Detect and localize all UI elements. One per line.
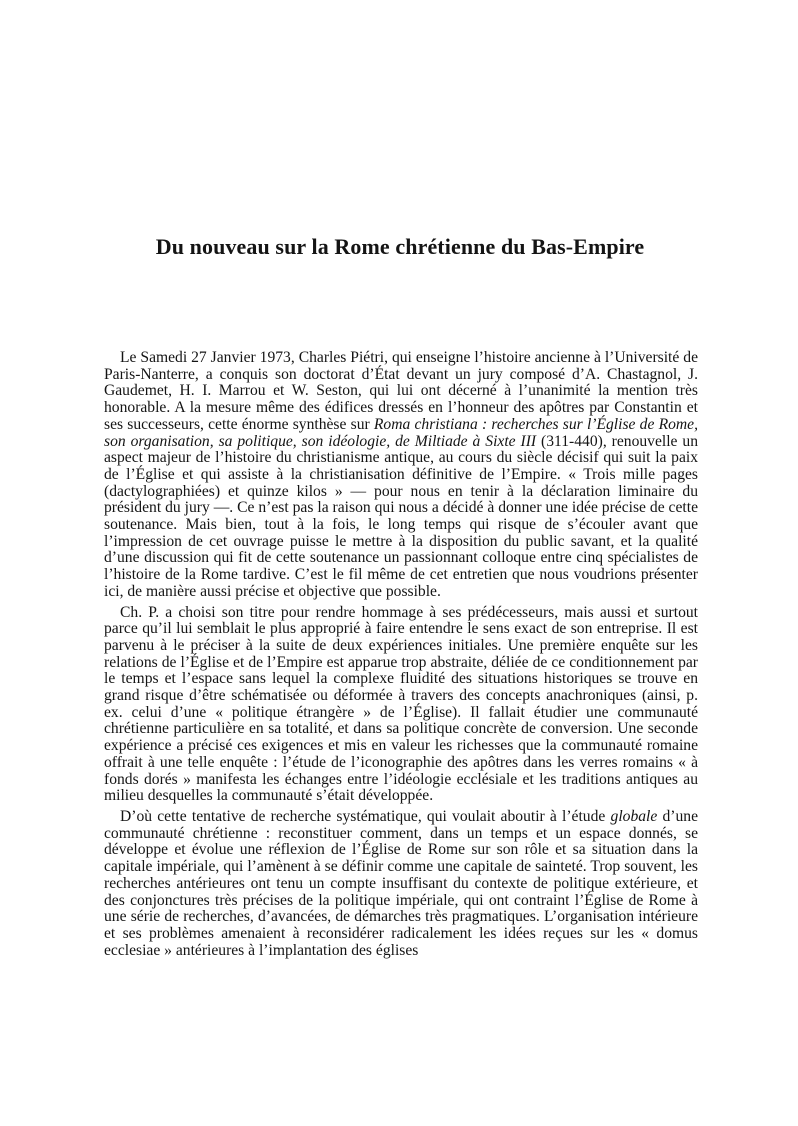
text-run: D’où cette tentative de recherche systématique, qui voulait aboutir à l’étude xyxy=(120,807,611,825)
text-run: Le Samedi 27 Janvier 1973, Charles Piétri, qui enseigne l’histoire ancienne à l’Université de Paris-Nanterre, a conquis son doctorat d’État devant un jury composé d’A. Chastagnol, J. Gaudemet, H. I. Marrou et W. Seston, qui lui ont décerné à l’unanimité la mention très honorable. A la mesure même des édifices dressés en l’honneur des apôtres par Constantin et ses successeurs, cette énorme synthèse sur xyxy=(104,349,698,433)
text-run: (311-440), renouvelle un aspect majeur de l’histoire du christianisme antique, au cours du siècle décisif qui suit la paix de l’Église et qui assiste à la christianisation définitive de l’Empire. « Trois mille pages (dactylographiées) et quinze kilos » — pour nous en tenir à la déclaration liminaire du président du jury —. Ce n’est pas la raison qui nous a décidé à donner une idée précise de cette soutenance. Mais bien, tout à la fois, le long temps qui risque de s’écouler avant que l’impression de cet ouvrage puisse le mettre à la disposition du public savant, et la qualité d’une discussion qui fit de cette soutenance un passionnant colloque entre cinq spécialistes de l’histoire de la Rome tardive. C’est le fil même de cet entretien que nous voudrions présenter ici, de manière aussi précise et objective que possible. xyxy=(104,432,699,600)
paragraph xyxy=(104,809,698,959)
italic-text-run: globale xyxy=(610,807,658,825)
text-run: d’une communauté chrétienne : reconstituer comment, dans un temps et un espace donnés, se développe et évolue une réflexion de l’Église de Rome sur son rôle et sa situation dans la capitale impériale, qui l’amènent à se définir comme une capitale de sainteté. Trop souvent, les recherches antérieures ont tenu un compte insuffisant du contexte de politique extérieure, et des conjonctures très précises de la politique impériale, qui ont contraint l’Église de Rome à une série de recherches, d’avancées, de démarches très pragmatiques. L’organisation intérieure et ses problèmes amenaient à reconsidérer radicalement les idées reçues sur les « domus ecclesiae » antérieures à l’implantation des églises xyxy=(104,807,698,959)
paragraph xyxy=(104,605,698,805)
paragraph xyxy=(104,350,698,601)
text-run: Ch. P. a choisi son titre pour rendre hommage à ses prédécesseurs, mais aussi et surtout parce qu’il lui semblait le plus approprié à faire entendre le sens exact de son entreprise. Il est parvenu à le préciser à la suite de deux expériences initiales. Une première enquête sur les relations de l’Église et de l’Empire est apparue trop abstraite, déliée de ce conditionnement par le temps et l’espace sans lequel la complexe fluidité des situations historiques se trouve en grand risque d’être schématisée ou déformée à travers des concepts anachroniques (ainsi, p. ex. celui d’une « politique étrangère » de l’Église). Il fallait étudier une communauté chrétienne particulière en sa totalité, et dans sa politique concrète de conversion. Une seconde expérience a précisé ces exigences et mis en valeur les richesses que la communauté romaine offrait à une telle enquête : l’étude de l’iconographie des apôtres dans les verres romains « à fonds dorés » manifesta les échanges entre l’idéologie ecclésiale et les traditions antiques au milieu desquelles la communauté s’était développée. xyxy=(104,603,698,805)
article-title: Du nouveau sur la Rome chrétienne du Bas-Empire xyxy=(155,234,645,259)
article-body xyxy=(104,350,698,963)
italic-text-run: Roma christiana : recherches sur l’Église de Rome, son organisation, sa politique, son idéologie, de Miltiade à Sixte III xyxy=(104,415,698,450)
